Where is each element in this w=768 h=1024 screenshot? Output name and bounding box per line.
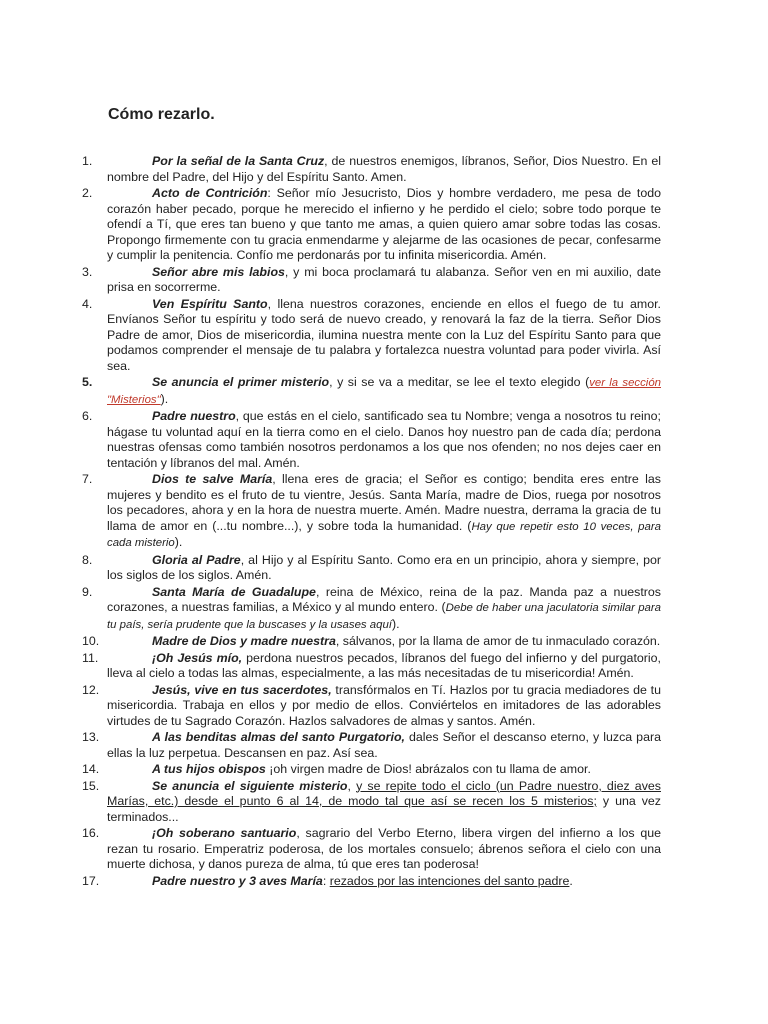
prayer-heading: Se anuncia el siguiente misterio <box>152 778 348 793</box>
prayer-heading: A las benditas almas del santo Purgatorio, <box>152 730 405 744</box>
list-item-number: 8. <box>82 552 93 567</box>
list-item-number: 3. <box>82 264 93 279</box>
italic-note: Hay que repetir esto 10 veces, para cada misterio <box>107 520 661 549</box>
list-item <box>0 154 661 185</box>
body-text: , llena eres de gracia; el Señor es contigo; bendita eres entre las mujeres y bendito es el fruto de tu vientre, Jesús. Santa María, madre de Dios, ruega por nosotros los pecadores, ahora y en la hora de nuestra muerte. Amén. Madre nuestra, derrama la gracia de tu llama de amor en (...tu nombre...), y sobre toda la humanidad. ( <box>107 472 661 533</box>
list-item-text <box>107 186 661 264</box>
list-item-text <box>107 297 661 375</box>
prayer-heading: Ven Espíritu Santo <box>152 296 268 311</box>
list-item-number: 17. <box>82 873 100 888</box>
body-text: dales Señor el descanso eterno, y luzca para ellas la luz perpetua. Descansen en paz. Así sea. <box>107 730 661 760</box>
body-text: , sagrario del Verbo Eterno, libera virgen del infierno a los que rezan tu rosario. Emperatriz poderosa, de los mortales consuelo; ábrenos señora el cielo con una muerte dichosa, y danos pureza de alma, tú que eres tan poderosa! <box>107 826 661 871</box>
list-item <box>0 472 661 552</box>
list-item-text <box>107 375 661 408</box>
prayer-heading: Señor abre mis labios <box>152 264 285 279</box>
underlined-text: rezados por las intenciones del santo padre <box>329 873 570 888</box>
prayer-heading: Se anuncia el primer misterio <box>152 375 330 389</box>
list-item <box>0 297 661 375</box>
list-item-number: 5. <box>82 375 93 389</box>
list-item <box>0 585 661 634</box>
list-item-text <box>107 779 661 826</box>
list-item-number: 13. <box>82 730 100 744</box>
list-item-text <box>107 874 661 890</box>
body-text: , reina de México, reina de la paz. Manda paz a nuestros corazones, a nuestras familias, a México y al mundo entero. ( <box>107 584 661 614</box>
list-item <box>0 730 661 761</box>
list-item-number: 15. <box>82 778 100 793</box>
body-text: , que estás en el cielo, santificado sea tu Nombre; venga a nosotros tu reino; hágase tu voluntad aquí en la tierra como en el cielo. Danos hoy nuestro pan de cada día; perdona nuestras ofensas como también nosotros perdonamos a los que nos ofenden; no nos dejes caer en tentación y líbranos del mal. Amén. <box>107 409 661 470</box>
list-item <box>0 651 661 682</box>
list-item-number: 7. <box>82 472 93 486</box>
prayer-heading: Santa María de Guadalupe <box>152 584 316 599</box>
prayer-heading: Padre nuestro y 3 aves María <box>152 873 323 888</box>
list-item <box>0 375 661 408</box>
prayer-heading: ¡Oh soberano santuario <box>152 826 297 840</box>
list-item <box>0 874 661 890</box>
body-text: : <box>322 873 330 888</box>
body-text: , al Hijo y al Espíritu Santo. Como era en un principio, ahora y siempre, por los siglos de los siglos. Amén. <box>107 552 661 582</box>
list-item-text <box>107 683 661 730</box>
misterios-link[interactable]: ver la sección "Misterios" <box>107 377 661 406</box>
body-text: . <box>569 873 573 888</box>
prayer-heading: Por la señal de la Santa Cruz <box>152 154 325 168</box>
body-text: , y mi boca proclamará tu alabanza. Señor ven en mi auxilio, date prisa en socorrerme. <box>107 264 661 294</box>
list-item-number: 11. <box>82 650 99 665</box>
body-text: ¡oh virgen madre de Dios! abrázalos con tu llama de amor. <box>265 762 591 776</box>
body-text: ). <box>160 391 169 406</box>
list-item <box>0 762 661 778</box>
body-text: transfórmalos en Tí. Hazlos por tu gracia mediadores de tu misericordia. Trabaja en ellos y por medio de ellos. Conviértelos en imitadores de las adorables virtudes de tu Sagrado Corazón. Hazlos salvadores de almas y santos. Amén. <box>107 682 661 728</box>
body-text: , <box>347 778 357 793</box>
italic-note: Debe de haber una jaculatoria similar para tu país, sería prudente que la buscases y la usases aquí <box>107 602 661 631</box>
underlined-text: y se repite todo el ciclo (un Padre nuestro, diez aves Marías, etc.) desde el punto 6 al 14, de modo tal que así se recen los 5 misterios; <box>107 778 661 808</box>
list-item-text <box>107 634 661 650</box>
list-item-text <box>107 826 661 873</box>
list-item <box>0 553 661 584</box>
list-item <box>0 265 661 296</box>
list-item-number: 1. <box>82 154 93 168</box>
page-title: Cómo rezarlo. <box>108 106 215 123</box>
list-item-number: 12. <box>82 682 100 697</box>
body-text: y una vez terminados... <box>107 794 661 824</box>
list-item-text <box>107 154 661 185</box>
prayer-heading: A tus hijos obispos <box>152 762 266 776</box>
list-item <box>0 779 661 826</box>
list-item-text <box>107 730 661 761</box>
prayer-heading: Madre de Dios y madre nuestra <box>152 634 336 648</box>
list-item <box>0 409 661 471</box>
prayer-heading: ¡Oh Jesús mío, <box>152 650 243 665</box>
body-text: , y si se va a meditar, se lee el texto elegido ( <box>329 375 590 389</box>
list-item-number: 16. <box>82 826 100 840</box>
list-item-number: 6. <box>82 409 93 423</box>
list-item-text <box>107 553 661 584</box>
prayer-heading: Acto de Contrición <box>152 186 268 200</box>
list-item-text <box>107 265 661 296</box>
body-text: ). <box>174 535 183 549</box>
list-item-number: 10. <box>82 634 100 648</box>
body-text: perdona nuestros pecados, líbranos del fuego del infierno y del purgatorio, lleva al cielo a todas las almas, especialmente, a las más necesitadas de tu misericordia! Amén. <box>107 650 661 680</box>
body-text: , llena nuestros corazones, enciende en ellos el fuego de tu amor. Envíanos Señor tu espíritu y todo será de nuevo creado, y renovará la faz de la tierra. Señor Dios Padre de amor, Dios de misericordia, ilumina nuestra mente con la Luz del Espíritu Santo para que podamos comprender el mensaje de tu palabra y fortalezca nuestra voluntad para poder vivirla. Así sea. <box>107 296 662 373</box>
list-item-text <box>107 762 661 778</box>
list-item-number: 9. <box>82 584 93 599</box>
list-item-number: 2. <box>82 186 93 200</box>
body-text: , de nuestros enemigos, líbranos, Señor, Dios Nuestro. En el nombre del Padre, del Hijo y del Espíritu Santo. Amen. <box>107 154 661 184</box>
list-item-text <box>107 409 661 471</box>
prayer-heading: Gloria al Padre <box>152 552 241 567</box>
prayer-heading: Jesús, vive en tus sacerdotes, <box>152 682 332 697</box>
list-item-number: 14. <box>82 762 100 776</box>
list-item <box>0 186 661 264</box>
prayer-heading: Dios te salve María <box>152 472 273 486</box>
body-text: , sálvanos, por la llama de amor de tu inmaculado corazón. <box>335 634 661 648</box>
list-item-text <box>107 651 661 682</box>
list-item <box>0 683 661 730</box>
list-item <box>0 634 661 650</box>
list-item-number: 4. <box>82 296 93 311</box>
prayer-list <box>0 154 768 890</box>
list-item <box>0 826 661 873</box>
prayer-heading: Padre nuestro <box>152 409 236 423</box>
list-item-text <box>107 472 661 552</box>
list-item-text <box>107 585 661 634</box>
body-text: ). <box>391 616 400 631</box>
body-text: : Señor mío Jesucristo, Dios y hombre verdadero, me pesa de todo corazón haber pecado, porque he merecido el infierno y he perdido el cielo; sobre todo porque te ofendí a Tí, que eres tan bueno y que tanto me amas, a quien quiero amar sobre todas las cosas. Propongo firmemente con tu gracia enmendarme y alejarme de las ocasiones de pecar, confesarme y cumplir la penitencia. Confío me perdonarás por tu infinita misericordia. Amén. <box>107 186 661 262</box>
